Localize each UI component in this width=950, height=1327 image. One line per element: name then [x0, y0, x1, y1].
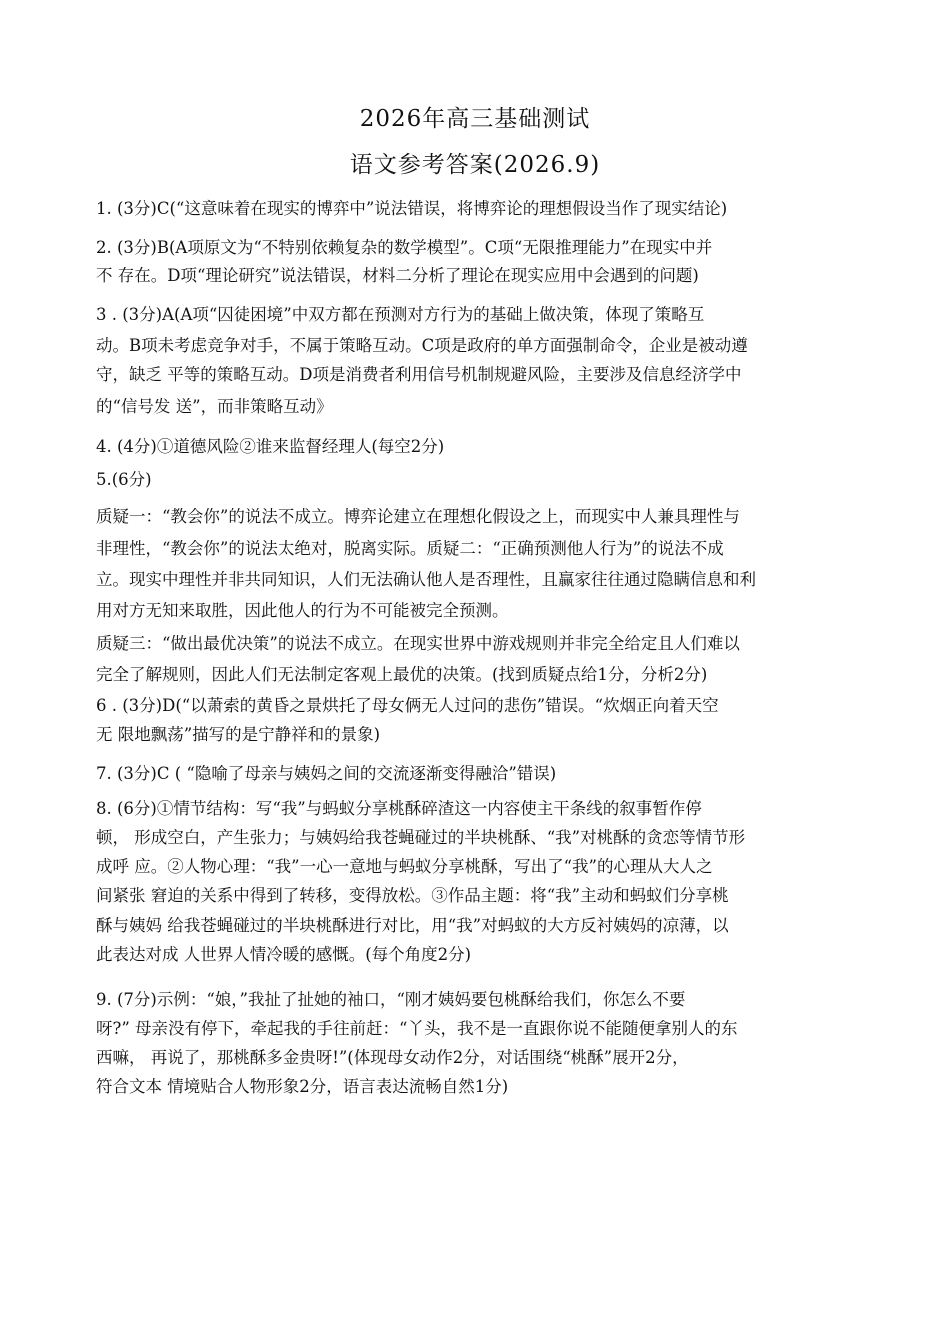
document-title: 2026年高三基础测试 [359, 106, 591, 132]
answer-line: 符合文本 情境贴合人物形象2分，语言表达流畅自然1分) [96, 1077, 509, 1096]
answer-line: 1. (3分)C(“这意味着在现实的博弈中”说法错误，将博弈论的理想假设当作了现实结论) [96, 199, 728, 218]
answer-line: 8. (6分)①情节结构：写“我”与蚂蚁分享桃酥碎渣这一内容使主干条线的叙事暂作停 [96, 799, 702, 818]
answer-line: 间紧张 窘迫的关系中得到了转移，变得放松。③作品主题：将“我”主动和蚂蚁们分享桃 [96, 886, 729, 905]
answer-line: 守，缺乏 平等的策略互动。D项是消费者利用信号机制规避风险，主要涉及信息经济学中 [96, 365, 742, 384]
answer-line: 此表达对成 人世界人情冷暖的感慨。(每个角度2分) [96, 945, 472, 964]
answer-line: 酥与姨妈 给我苍蝇碰过的半块桃酥进行对比，用“我”对蚂蚁的大方反衬姨妈的凉薄，以 [96, 916, 729, 935]
answer-line: 5.(6分) [96, 470, 152, 489]
answer-line: 质疑三：“做出最优决策”的说法不成立。在现实世界中游戏规则并非完全给定且人们难以 [96, 634, 740, 653]
document-subtitle: 语文参考答案(2026.9) [349, 152, 601, 178]
answer-line: 西嘛， 再说了，那桃酥多金贵呀!”(体现母女动作2分，对话围绕“桃酥”展开2分， [96, 1048, 689, 1067]
answer-line: 立。现实中理性并非共同知识，人们无法确认他人是否理性，且赢家往往通过隐瞒信息和利 [96, 570, 756, 589]
answer-line: 动。B项未考虑竞争对手，不属于策略互动。C项是政府的单方面强制命令，企业是被动遵 [96, 336, 748, 355]
answer-line: 9. (7分)示例：“娘，”我扯了扯她的袖口，“刚才姨妈要包桃酥给我们，你怎么不要 [96, 990, 686, 1009]
answer-line: 呀?” 母亲没有停下，牵起我的手往前赶：“丫头，我不是一直跟你说不能随便拿别人的东 [96, 1019, 738, 1038]
answer-line: 不 存在。D项“理论研究”说法错误，材料二分析了理论在现实应用中会遇到的问题) [96, 266, 699, 285]
answer-line: 6 . (3分)D(“以萧索的黄昏之景烘托了母女俩无人过问的悲伤”错误。“炊烟正向着天空 [96, 696, 719, 715]
answer-line: 质疑一：“教会你”的说法不成立。博弈论建立在理想化假设之上，而现实中人兼具理性与 [96, 507, 740, 526]
answer-line: 完全了解规则，因此人们无法制定客观上最优的决策。(找到质疑点给1分，分析2分) [96, 665, 708, 684]
answer-line: 的“信号发 送”，而非策略互动》 [96, 397, 333, 416]
answer-line: 顿， 形成空白，产生张力；与姨妈给我苍蝇碰过的半块桃酥、“我”对桃酥的贪恋等情节形 [96, 828, 746, 847]
answer-line: 7. (3分)C ( “隐喻了母亲与姨妈之间的交流逐渐变得融洽”错误) [96, 764, 557, 783]
answer-line: 用对方无知来取胜，因此他人的行为不可能被完全预测。 [96, 601, 509, 620]
answer-line: 成呼 应。②人物心理：“我”一心一意地与蚂蚁分享桃酥，写出了“我”的心理从大人之 [96, 857, 713, 876]
answer-line: 无 限地飘荡”描写的是宁静祥和的景象) [96, 725, 381, 744]
answer-line: 4. (4分)①道德风险②谁来监督经理人(每空2分) [96, 437, 445, 456]
answer-line: 非理性，“教会你”的说法太绝对，脱离实际。质疑二：“正确预测他人行为”的说法不成 [96, 539, 724, 558]
answer-line: 2. (3分)B(A项原文为“不特别依赖复杂的数学模型”。C项“无限推理能力”在现实中并 [96, 238, 713, 257]
answer-line: 3 . (3分)A(A项“囚徒困境”中双方都在预测对方行为的基础上做决策，体现了策略互 [96, 305, 705, 324]
